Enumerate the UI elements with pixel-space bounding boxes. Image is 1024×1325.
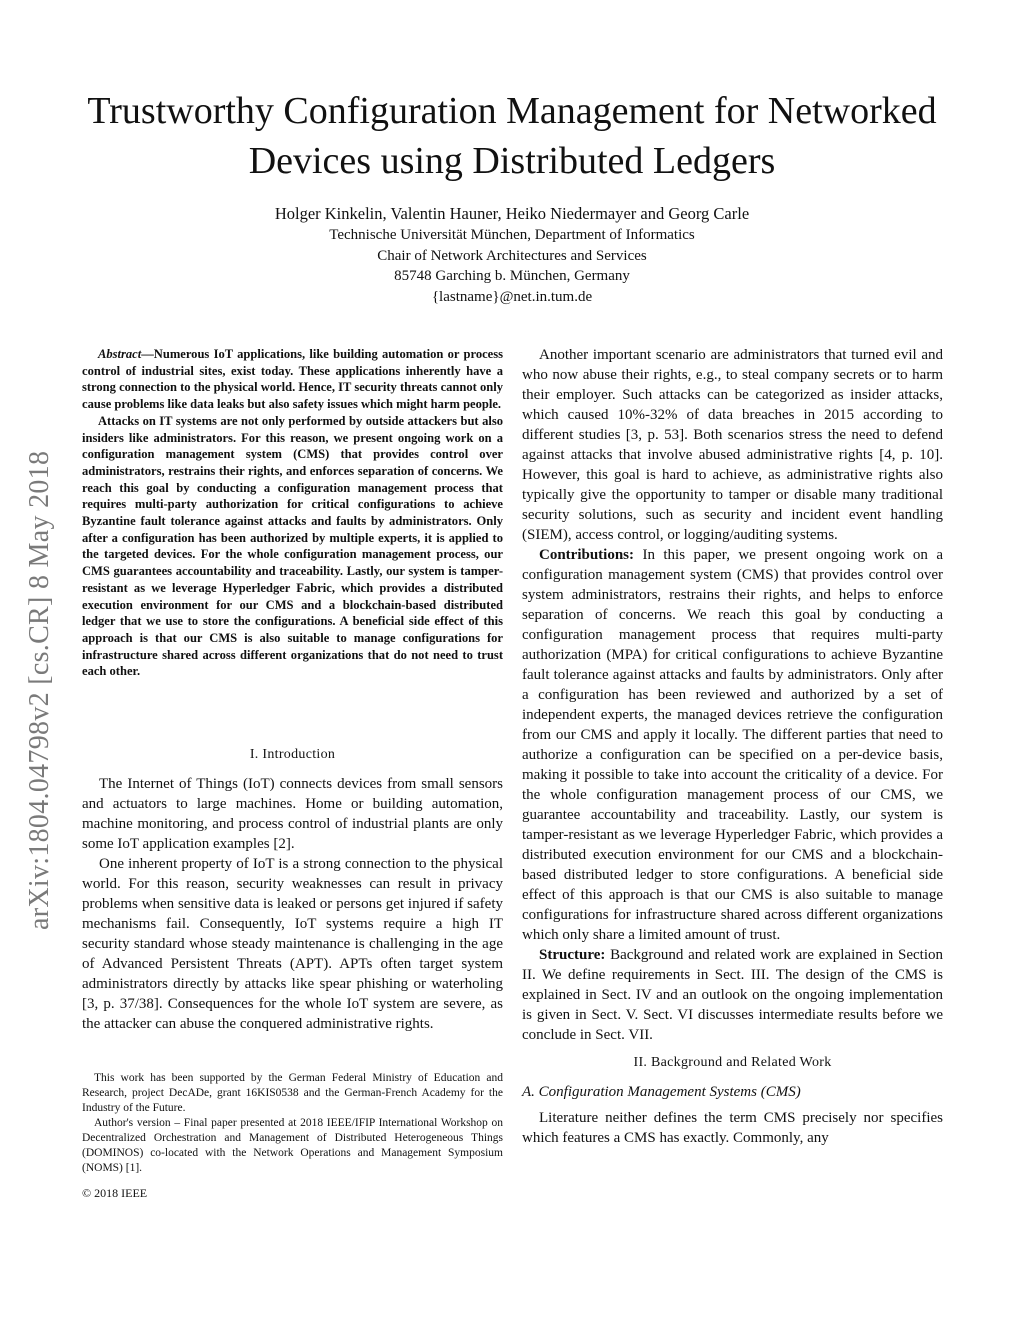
structure-label: Structure: [539,947,606,963]
subsection-heading: A. Configuration Management Systems (CMS) [522,1084,801,1100]
contributions-label: Contributions: [539,547,635,563]
affiliation-line: Technische Universität München, Department of Informatics [329,227,695,243]
abstract-paragraph: —Numerous IoT applications, like building automation or process control of industrial sites, exist today. These applications inherently have a strong connection to the physical world. Hence, IT security threats cannot only cause problems like data leaks but also safety issues which might harm people. [82,347,503,412]
body-paragraph: In this paper, we present ongoing work on a configuration management system (CMS) that provides control over system administrators, restrains their rights, and helps to enforce separation of concerns. We reach this goal by conducting a configuration management process that requires multi-party authorization (MPA) for critical configurations to achieve Byzantine fault tolerance against attacks and faults by administrators. Only after a configuration has been reviewed and authorized by a set of independent experts, the managed devices retrieve the configuration from our CMS and apply it locally. The different parties that need to authorize a configuration can be specified on a per-device basis, making it possible to take into account the criticality of a device. For the whole configuration management process of our CMS, we guarantee accountability and traceability. Lastly, our system is tamper-resistant as we leverage Hyperledger Fabric, which provides a distributed execution environment for our CMS and a blockchain-based distributed ledger to store configurations. A beneficial side effect of this approach is that our CMS is also suitable to manage configurations for infrastructure shared across different organizations which only share a limited amount of trust. [522,547,943,943]
copyright-notice: © 2018 IEEE [82,1186,148,1200]
author-list: Holger Kinkelin, Valentin Hauner, Heiko Niedermayer and Georg Carle [274,204,750,223]
footnote: This work has been supported by the German Federal Ministry of Education and Research, project DecADe, grant 16KIS0538 and the German-French Academy for the Industry of the Future. [82,1072,503,1114]
body-paragraph: The Internet of Things (IoT) connects devices from small sensors and actuators to large machines. Home or building automation, machine monitoring, and process control of industrial plants are only some IoT application examples [2]. [82,776,503,852]
arxiv-stamp: arXiv:1804.04798v2 [cs.CR] 8 May 2018 [24,450,55,930]
abstract [82,346,503,680]
affiliation-line: 85748 Garching b. München, Germany [394,268,630,285]
right-column [522,345,943,1148]
introduction-section [82,745,503,1034]
body-paragraph: Background and related work are explained in Section II. We define requirements in Sect. III. The design of the CMS is explained in Sect. IV and an outlook on the ongoing implementation is given in Sect. V. Sect. VI discusses intermediate results before we conclude in Sect. VII. [522,947,943,1043]
footnote: Author's version – Final paper presented at 2018 IEEE/IFIP International Workshop on Decentralized Orchestration and Management of Distributed Heterogeneous Things (DOMINOS) co-located with the Network Operations and Management Symposium (NOMS) [1]. [82,1117,503,1174]
section-heading: I. Introduction [249,747,336,762]
abstract-paragraph: Attacks on IT systems are not only performed by outside attackers but also insiders like administrators. For this reason, we present ongoing work on a configuration management system (CMS) that provides control over administrators, restrains their rights, and enforces separation of concerns. We reach this goal by conducting a configuration management process that requires multi-party authorization for critical configurations to achieve Byzantine fault tolerance against attacks and faults by administrators. Only after a configuration has been authorized by multiple experts, it is applied to the targeted devices. For the whole configuration management process, our CMS guarantees accountability and traceability. Lastly, our system is tamper-resistant as we leverage Hyperledger Fabric, which provides a distributed execution environment for our CMS and a blockchain-based distributed ledger that we use to store the configurations. A beneficial side effect of this approach is that our CMS is also suitable to manage configurations for infrastructure shared across different organizations that do not need to trust each other. [82,413,503,679]
paper-title: Trustworthy Configuration Management for Networked Devices using Distributed Ledgers [87,90,937,182]
affiliation-email: {lastname}@net.in.tum.de [431,288,593,305]
footnotes [82,1071,503,1176]
body-paragraph: One inherent property of IoT is a strong connection to the physical world. For this reason, security weaknesses can result in privacy problems when sensitive data is leaked or persons get injured if safety mechanisms fail. Consequently, IoT systems require a high IT security standard whose steady maintenance is challenging in the age of Advanced Persistent Threats (APT). APTs often target system administrators directly by attacks like spear phishing or waterholing [3, p. 37/38]. Consequences for the whole IoT system are severe, as the attacker can abuse the conquered administrative rights. [82,856,503,1032]
affiliation [80,225,944,307]
section-heading: II. Background and Related Work [633,1055,832,1070]
abstract-label: Abstract [98,347,142,361]
affiliation-line: Chair of Network Architectures and Services [377,247,647,264]
body-paragraph: Another important scenario are administrators that turned evil and who now abuse their rights, e.g., to steal company secrets or to harm their employer. Such attacks can be categorized as insider attacks, which caused 10%-32% of data breaches in 2015 according to different studies [3, p. 53]. Both scenarios stress the need to defend against attacks that involve abused administrative rights [4, p. 10]. However, this goal is hard to achieve, as administrative rights also typically give the opportunity to tamper or disable many traditional security solutions, such as security and incident event handling (SIEM), access control, or logging/auditing systems. [522,347,943,543]
body-paragraph: Literature neither defines the term CMS precisely nor specifies which features a CMS has exactly. Commonly, any [522,1110,943,1146]
